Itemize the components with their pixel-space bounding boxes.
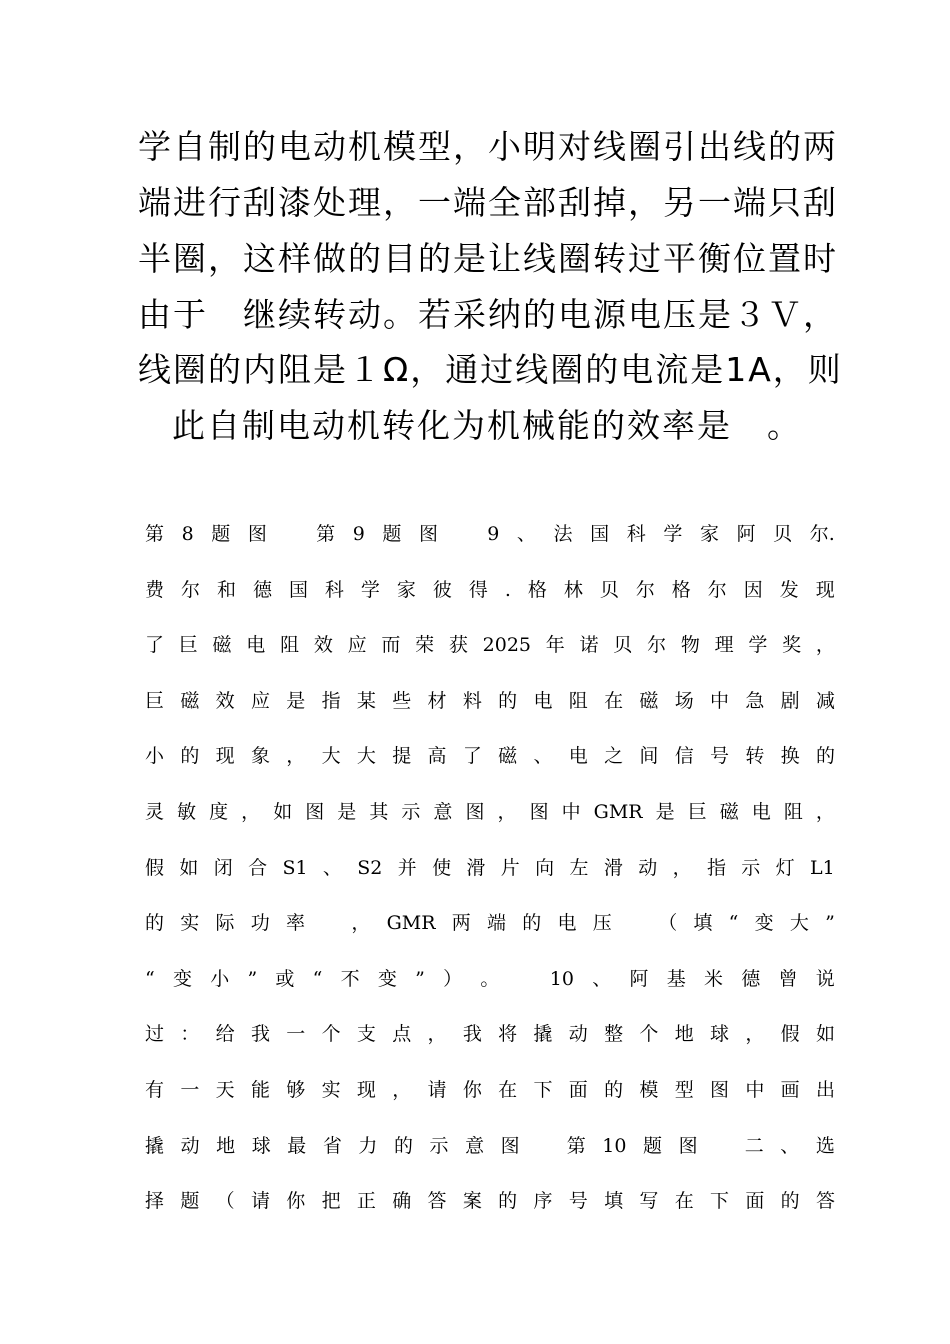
- text-line: [145, 1078, 835, 1102]
- text-token: 滑: [466, 857, 486, 879]
- text-token: 图: [419, 523, 439, 545]
- text-token: 率: [285, 912, 305, 934]
- text-token: 际: [215, 912, 235, 934]
- text-token: 最: [287, 1135, 307, 1157]
- text-token: 我: [250, 1023, 270, 1045]
- text-token: 巨: [178, 634, 198, 656]
- text-line: [145, 522, 835, 546]
- text-token: ，: [815, 634, 835, 656]
- text-token: 变: [377, 968, 397, 990]
- text-token: [714, 1134, 728, 1158]
- text-token: 功: [250, 912, 270, 934]
- text-token: 而: [381, 634, 401, 656]
- text-token: 实: [321, 1079, 341, 1101]
- text-token: 示: [401, 801, 421, 823]
- text-token: 整: [604, 1023, 624, 1045]
- text-token: 的: [145, 912, 165, 934]
- text-token: 请: [427, 1079, 447, 1101]
- text-token: 变: [754, 912, 774, 934]
- text-token: 基: [666, 968, 686, 990]
- text-token: 的: [393, 1135, 413, 1157]
- text-token: 国: [590, 523, 610, 545]
- text-token: 指: [706, 857, 726, 879]
- text-token: 意: [433, 801, 453, 823]
- text-token: 给: [215, 1023, 235, 1045]
- text-token: “: [728, 912, 739, 934]
- text-token: ，: [286, 745, 306, 767]
- text-token: 号: [710, 745, 730, 767]
- text-token: 向: [535, 857, 555, 879]
- text-token: 请: [250, 1190, 270, 1212]
- text-token: 了: [462, 745, 482, 767]
- text-token: 磁: [180, 690, 200, 712]
- text-token: 有: [145, 1079, 165, 1101]
- text-token: 小: [145, 745, 165, 767]
- text-token: 图: [247, 523, 267, 545]
- text-token: 使: [432, 857, 452, 879]
- text-token: 材: [427, 690, 447, 712]
- text-line: 端进行刮漆处理，一端全部刮掉，另一端只刮: [138, 183, 838, 222]
- text-token: 8: [181, 523, 194, 545]
- text-token: 图: [500, 1135, 520, 1157]
- text-token: 德: [741, 968, 761, 990]
- text-token: 换: [780, 745, 800, 767]
- text-token: ”: [247, 968, 258, 990]
- text-token: 学: [663, 523, 683, 545]
- text-token: 的: [780, 1190, 800, 1212]
- text-token: 小: [210, 968, 230, 990]
- text-token: 题: [180, 1190, 200, 1212]
- text-token: 的: [815, 745, 835, 767]
- text-token: 地: [216, 1135, 236, 1157]
- text-token: 我: [462, 1023, 482, 1045]
- text-token: 理: [714, 634, 734, 656]
- text-token: 彼: [432, 579, 452, 601]
- text-token: 填: [693, 912, 713, 934]
- text-token: 力: [358, 1135, 378, 1157]
- text-token: ）: [443, 968, 463, 990]
- text-token: 一: [286, 1023, 306, 1045]
- text-token: 题: [643, 1135, 663, 1157]
- text-token: 阻: [568, 690, 588, 712]
- text-token: 10: [549, 968, 574, 990]
- text-token: ”: [415, 968, 425, 990]
- text-token: 如: [815, 1023, 835, 1045]
- text-token: 动: [638, 857, 658, 879]
- text-token: 型: [674, 1079, 694, 1101]
- text-token: 的: [180, 745, 200, 767]
- text-token: 阻: [280, 634, 300, 656]
- text-token: 发: [779, 579, 799, 601]
- text-token: 或: [275, 968, 295, 990]
- text-token: [628, 911, 642, 935]
- text-token: 电: [246, 634, 266, 656]
- text-token: 图: [529, 801, 549, 823]
- text-token: 端: [487, 912, 507, 934]
- text-token: 指: [321, 690, 341, 712]
- text-token: 答: [427, 1190, 447, 1212]
- text-token: 高: [427, 745, 447, 767]
- text-token: 学: [360, 579, 380, 601]
- text-token: 阻: [783, 801, 803, 823]
- text-token: 画: [780, 1079, 800, 1101]
- text-token: 应: [347, 634, 367, 656]
- text-token: 面: [568, 1079, 588, 1101]
- text-token: 、: [516, 523, 536, 545]
- text-line: [145, 744, 835, 768]
- text-token: 点: [392, 1023, 412, 1045]
- text-token: 图: [710, 1079, 730, 1101]
- text-token: 转: [745, 745, 765, 767]
- text-token: 尔: [180, 579, 200, 601]
- text-token: 说: [815, 968, 835, 990]
- text-token: 择: [145, 1190, 165, 1212]
- text-token: 科: [324, 579, 344, 601]
- text-token: 敏: [177, 801, 197, 823]
- text-token: [285, 522, 299, 546]
- text-token: 2025: [482, 634, 532, 656]
- text-token: 物: [680, 634, 700, 656]
- text-token: [518, 967, 532, 991]
- text-token: ，: [815, 801, 835, 823]
- text-token: 获: [448, 634, 468, 656]
- text-token: 假: [145, 857, 165, 879]
- text-token: 尔: [635, 579, 655, 601]
- text-token: 图: [465, 801, 485, 823]
- text-token: 左: [569, 857, 589, 879]
- text-token: 年: [545, 634, 565, 656]
- text-token: 片: [500, 857, 520, 879]
- text-token: 10: [602, 1135, 627, 1157]
- text-token: 出: [815, 1079, 835, 1101]
- text-token: 示: [741, 857, 761, 879]
- text-token: 中: [710, 690, 730, 712]
- text-token: 的: [498, 690, 518, 712]
- text-token: 电: [557, 912, 577, 934]
- text-token: ，: [427, 1023, 447, 1045]
- text-line: 由于 继续转动。若采纳的电源电压是３Ｖ，: [138, 295, 838, 334]
- text-token: 磁: [639, 690, 659, 712]
- text-token: S2: [357, 857, 383, 879]
- text-token: 灯: [775, 857, 795, 879]
- text-token: 。: [480, 968, 500, 990]
- text-token: 提: [392, 745, 412, 767]
- text-token: 格: [671, 579, 691, 601]
- text-token: 压: [592, 912, 612, 934]
- text-token: 过: [145, 1023, 165, 1045]
- text-token: 家: [396, 579, 416, 601]
- text-token: [321, 911, 335, 935]
- text-token: 贝: [773, 523, 793, 545]
- text-token: ”: [825, 912, 835, 934]
- text-token: 、: [322, 857, 342, 879]
- text-line: 此自制电动机转化为机械能的效率是 。: [172, 406, 802, 445]
- text-token: 荣: [415, 634, 435, 656]
- text-token: 图: [305, 801, 325, 823]
- text-token: 、: [592, 968, 612, 990]
- text-token: 图: [678, 1135, 698, 1157]
- text-token: L1: [810, 857, 835, 879]
- text-token: 号: [568, 1190, 588, 1212]
- text-token: 并: [397, 857, 417, 879]
- text-token: 答: [815, 1190, 835, 1212]
- text-token: 国: [288, 579, 308, 601]
- text-token: 现: [356, 1079, 376, 1101]
- text-token: 格: [527, 579, 547, 601]
- text-token: 一: [180, 1079, 200, 1101]
- text-token: ，: [241, 801, 261, 823]
- text-token: 家: [699, 523, 719, 545]
- text-token: 撬: [145, 1135, 165, 1157]
- text-line: 学自制的电动机模型，小明对线圈引出线的两: [138, 127, 838, 166]
- text-token: 电: [568, 745, 588, 767]
- text-token: 的: [498, 1190, 518, 1212]
- text-token: 正: [356, 1190, 376, 1212]
- text-token: 减: [815, 690, 835, 712]
- text-token: 、: [780, 1135, 800, 1157]
- text-token: 两: [451, 912, 471, 934]
- text-token: 曾: [778, 968, 798, 990]
- text-token: 象: [250, 745, 270, 767]
- text-token: [536, 1134, 550, 1158]
- text-token: 间: [639, 745, 659, 767]
- text-line: [145, 856, 835, 880]
- text-token: 动: [180, 1135, 200, 1157]
- text-token: 9: [487, 523, 500, 545]
- text-token: 第: [316, 523, 336, 545]
- text-token: 法: [553, 523, 573, 545]
- text-token: 和: [216, 579, 236, 601]
- text-token: 得: [468, 579, 488, 601]
- text-token: 巨: [687, 801, 707, 823]
- text-token: 省: [322, 1135, 342, 1157]
- text-token: 磁: [719, 801, 739, 823]
- text-token: 变: [172, 968, 192, 990]
- text-token: 费: [145, 579, 165, 601]
- text-token: ，: [351, 912, 371, 934]
- text-token: 你: [462, 1079, 482, 1101]
- text-token: ，: [745, 1023, 765, 1045]
- text-line: [145, 1134, 835, 1158]
- text-token: 磁: [212, 634, 232, 656]
- text-line: 半圈，这样做的目的是让线圈转过平衡位置时: [138, 239, 838, 278]
- text-token: 阿: [629, 968, 649, 990]
- text-token: 第: [145, 523, 165, 545]
- text-token: 球: [710, 1023, 730, 1045]
- text-token: 撬: [533, 1023, 553, 1045]
- text-token: 合: [248, 857, 268, 879]
- text-token: 效: [215, 690, 235, 712]
- text-token: 下: [710, 1190, 730, 1212]
- text-token: 的: [604, 1079, 624, 1101]
- text-token: GMR: [386, 912, 436, 934]
- text-token: 尔: [647, 634, 667, 656]
- text-token: 磁: [498, 745, 518, 767]
- text-token: 滑: [603, 857, 623, 879]
- text-token: 尔: [707, 579, 727, 601]
- text-line: 线圈的内阻是１Ω，通过线圈的电流是1A，则: [138, 350, 843, 389]
- text-token: “: [312, 968, 323, 990]
- text-token: 大: [789, 912, 809, 934]
- text-token: 剧: [780, 690, 800, 712]
- text-token: 选: [815, 1135, 835, 1157]
- text-token: 的: [522, 912, 542, 934]
- text-token: ：: [180, 1023, 200, 1045]
- text-line: [145, 800, 835, 824]
- text-token: ，: [392, 1079, 412, 1101]
- text-line: [145, 633, 835, 657]
- text-token: 贝: [599, 579, 619, 601]
- text-token: 场: [674, 690, 694, 712]
- text-token: 够: [286, 1079, 306, 1101]
- text-token: 因: [743, 579, 763, 601]
- text-token: 科: [626, 523, 646, 545]
- text-token: 尔.: [809, 523, 835, 545]
- text-token: 电: [751, 801, 771, 823]
- text-token: （: [658, 912, 678, 934]
- text-token: 题: [211, 523, 231, 545]
- text-token: 德: [252, 579, 272, 601]
- text-token: 不: [340, 968, 360, 990]
- text-token: 将: [498, 1023, 518, 1045]
- text-token: “: [145, 968, 155, 990]
- text-token: （: [215, 1190, 235, 1212]
- text-token: 把: [321, 1190, 341, 1212]
- text-token: 二: [744, 1135, 764, 1157]
- text-token: 效: [313, 634, 333, 656]
- text-token: 面: [745, 1190, 765, 1212]
- text-token: 在: [498, 1079, 518, 1101]
- text-token: 支: [356, 1023, 376, 1045]
- text-token: 实: [180, 912, 200, 934]
- text-token: ，: [497, 801, 517, 823]
- text-token: 确: [392, 1190, 412, 1212]
- text-token: 模: [639, 1079, 659, 1101]
- text-token: 球: [251, 1135, 271, 1157]
- text-token: 动: [568, 1023, 588, 1045]
- text-token: 假: [780, 1023, 800, 1045]
- text-token: 些: [392, 690, 412, 712]
- text-token: 阿: [736, 523, 756, 545]
- text-token: 如: [273, 801, 293, 823]
- text-token: 中: [745, 1079, 765, 1101]
- text-token: 个: [639, 1023, 659, 1045]
- text-token: 填: [604, 1190, 624, 1212]
- text-line: [145, 967, 835, 991]
- text-token: 写: [639, 1190, 659, 1212]
- text-token: GMR: [593, 801, 643, 823]
- text-token: 地: [674, 1023, 694, 1045]
- text-token: 大: [321, 745, 341, 767]
- text-token: 你: [286, 1190, 306, 1212]
- text-token: 其: [369, 801, 389, 823]
- text-token: 是: [655, 801, 675, 823]
- text-token: 奖: [782, 634, 802, 656]
- text-token: 、: [533, 745, 553, 767]
- text-token: [456, 522, 470, 546]
- text-token: 度: [209, 801, 229, 823]
- text-token: 序: [533, 1190, 553, 1212]
- text-token: 学: [748, 634, 768, 656]
- text-token: 现: [215, 745, 235, 767]
- text-token: 天: [215, 1079, 235, 1101]
- text-token: 能: [250, 1079, 270, 1101]
- text-token: 诺: [579, 634, 599, 656]
- text-token: 个: [321, 1023, 341, 1045]
- text-token: 应: [250, 690, 270, 712]
- text-token: 在: [604, 690, 624, 712]
- text-token: 某: [356, 690, 376, 712]
- text-token: 下: [533, 1079, 553, 1101]
- text-token: 了: [145, 634, 165, 656]
- text-token: 料: [462, 690, 482, 712]
- text-token: 题: [382, 523, 402, 545]
- text-token: 灵: [145, 801, 165, 823]
- text-token: 9: [352, 523, 365, 545]
- text-token: 现: [815, 579, 835, 601]
- text-token: ，: [672, 857, 692, 879]
- text-token: 信: [674, 745, 694, 767]
- text-line: [145, 578, 835, 602]
- text-token: 电: [533, 690, 553, 712]
- text-token: 如: [179, 857, 199, 879]
- text-token: 贝: [613, 634, 633, 656]
- text-token: 闭: [213, 857, 233, 879]
- text-token: 意: [465, 1135, 485, 1157]
- text-token: .: [504, 579, 511, 601]
- text-token: 是: [337, 801, 357, 823]
- text-line: [145, 1189, 835, 1213]
- text-token: 第: [566, 1135, 586, 1157]
- text-line: [145, 689, 835, 713]
- text-token: 米: [703, 968, 723, 990]
- text-token: 是: [286, 690, 306, 712]
- text-token: S1: [282, 857, 308, 879]
- text-token: 示: [429, 1135, 449, 1157]
- text-line: [145, 911, 835, 935]
- text-token: 大: [356, 745, 376, 767]
- text-token: 之: [604, 745, 624, 767]
- text-token: 巨: [145, 690, 165, 712]
- text-token: 在: [674, 1190, 694, 1212]
- text-token: 中: [561, 801, 581, 823]
- text-token: 急: [745, 690, 765, 712]
- text-line: [145, 1022, 835, 1046]
- text-token: 林: [563, 579, 583, 601]
- text-token: 案: [462, 1190, 482, 1212]
